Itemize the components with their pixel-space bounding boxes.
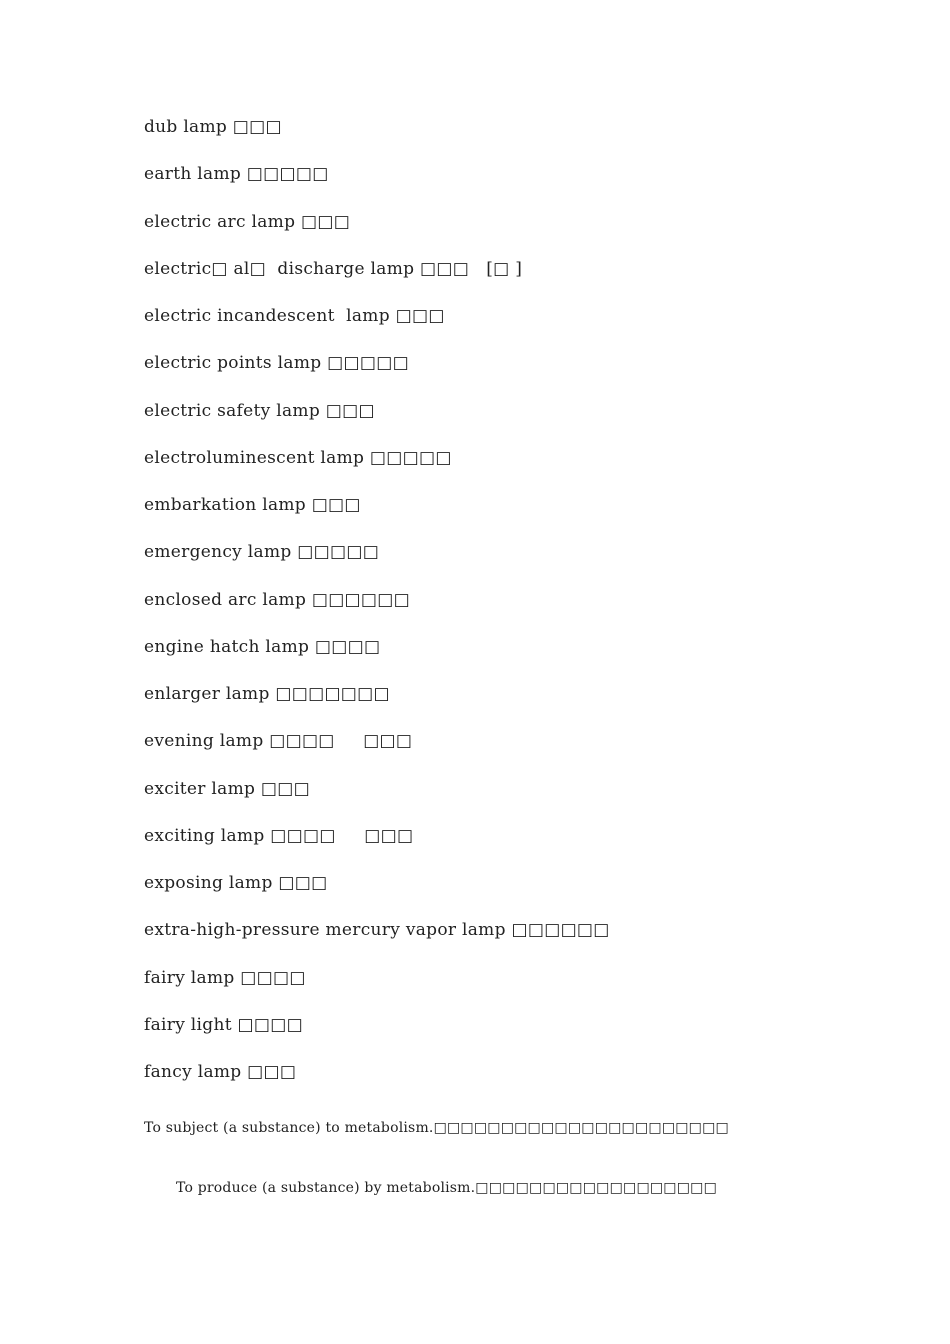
glossary-entry: fancy lamp □□□ bbox=[144, 1062, 297, 1082]
glossary-entry: electric□ al□ discharge lamp □□□ [□ ] bbox=[144, 258, 523, 279]
glossary-entry: fairy light □□□□ bbox=[144, 1014, 303, 1035]
glossary-entry: earth lamp □□□□□ bbox=[144, 164, 329, 185]
glossary-entry: exposing lamp □□□ bbox=[144, 873, 328, 893]
glossary-list bbox=[144, 113, 610, 1105]
glossary-entry: dub lamp □□□ bbox=[144, 117, 282, 137]
glossary-entry: exciter lamp □□□ bbox=[144, 778, 310, 799]
glossary-entry: exciting lamp □□□□ □□□ bbox=[144, 825, 414, 846]
glossary-entry: embarkation lamp □□□ bbox=[144, 495, 361, 515]
glossary-entry: electroluminescent lamp □□□□□ bbox=[144, 447, 452, 468]
definition-line-1: To subject (a substance) to metabolism.□□□□□□□□□□□□□□□□□□□□□□ bbox=[144, 1120, 729, 1136]
glossary-entry: fairy lamp □□□□ bbox=[144, 967, 306, 988]
glossary-entry: electric points lamp □□□□□ bbox=[144, 353, 409, 374]
glossary-entry: enlarger lamp □□□□□□□ bbox=[144, 684, 390, 704]
glossary-entry: extra-high-pressure mercury vapor lamp □□□□□□ bbox=[144, 920, 610, 941]
glossary-entry: electric incandescent lamp □□□ bbox=[144, 306, 445, 326]
definition-line-2: To produce (a substance) by metabolism.□□□□□□□□□□□□□□□□□□ bbox=[176, 1180, 718, 1196]
glossary-entry: engine hatch lamp □□□□ bbox=[144, 636, 381, 657]
glossary-entry: enclosed arc lamp □□□□□□ bbox=[144, 589, 411, 610]
glossary-entry: evening lamp □□□□ □□□ bbox=[144, 731, 413, 752]
glossary-entry: electric safety lamp □□□ bbox=[144, 400, 375, 421]
glossary-entry: electric arc lamp □□□ bbox=[144, 211, 351, 232]
glossary-entry: emergency lamp □□□□□ bbox=[144, 542, 380, 563]
